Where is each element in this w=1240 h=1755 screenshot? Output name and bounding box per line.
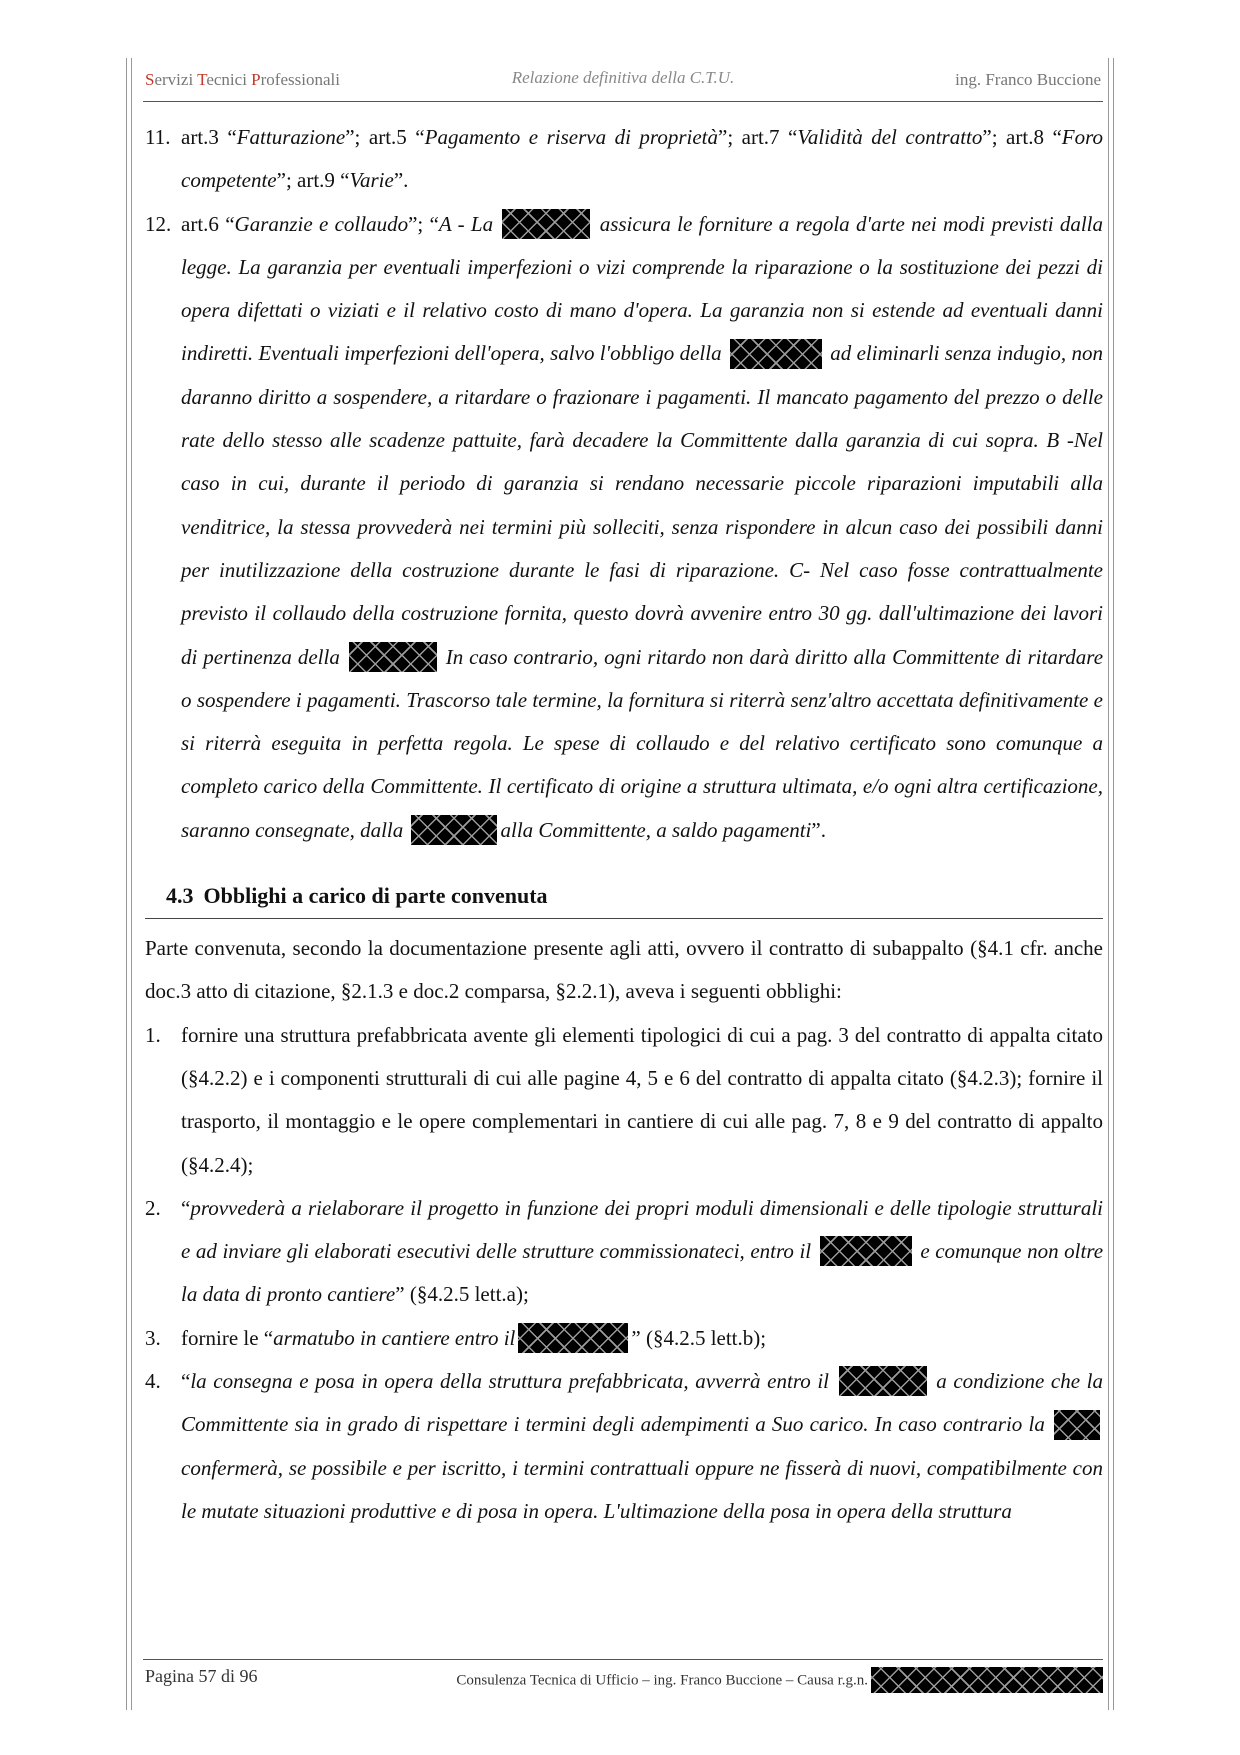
text: “	[181, 1369, 191, 1394]
page-number: Pagina 57 di 96	[145, 1666, 258, 1686]
text: ”; art.7 “	[718, 125, 798, 149]
list-item-11	[145, 116, 1103, 203]
italic-text: e comunque non oltre la data di pronto cantiere	[181, 1239, 1104, 1307]
text: ”; art.9 “	[276, 168, 350, 193]
italic-text: alla Committente, a saldo pagamenti	[500, 817, 812, 842]
italic-text: la consegna e posa in opera della struttura prefabbricata, avverrà entro il	[190, 1369, 829, 1394]
page-frame-right	[1108, 58, 1114, 1710]
italic-text: confermerà, se possibile e per iscritto, i termini contrattuali oppure ne fisserà di nuovi, compatibilmente con le mutate situazioni produttive e di posa in opera. L'ultimazione della posa in opera della struttura	[181, 1455, 1103, 1523]
list-number: 1.	[145, 1022, 161, 1047]
italic-text: In caso contrario, ogni ritardo non darà diritto alla Committente di ritardare o sospendere i pagamenti. Trascorso tale termine, la fornitura si riterrà senz'altro accettata definitivamente e si riterrà eseguita in perfetta regola. Le spese di collaudo e del relativo certificato sono comunque a completo carico della Committente. Il certificato di origine a struttura ultimata, e/o ogni altra certificazione, saranno consegnate, dalla	[181, 644, 1104, 842]
page-frame-left	[126, 58, 132, 1710]
header-word-rest: ervizi	[154, 70, 198, 89]
redaction-box	[730, 339, 822, 369]
header-initial: T	[197, 70, 207, 89]
redaction-box	[820, 1236, 912, 1266]
list-item-4	[145, 1360, 1103, 1533]
list-item-12	[145, 203, 1103, 852]
text: ” (§4.2.5 lett.a);	[395, 1282, 529, 1307]
italic-text: Varie	[349, 168, 394, 193]
page-footer	[145, 1664, 1103, 1690]
header-word-rest: ecnici	[206, 70, 252, 89]
italic-text: assicura le forniture a regola d'arte nei modi previsti dalla legge. La garanzia per eventuali imperfezioni o vizi comprende la riparazione o la sostituzione dei pezzi di opera difettati o viziati e il relativo costo di mano d'opera. La garanzia non si estende ad eventuali danni indiretti. Eventuali imperfezioni dell'opera, salvo l'obbligo della	[181, 211, 1103, 366]
text: art.6 “	[181, 211, 235, 236]
italic-text: Pagamento e riserva di proprietà	[424, 125, 718, 149]
footer-right-text: Consulenza Tecnica di Ufficio – ing. Franco Buccione – Causa r.g.n.	[456, 1672, 868, 1689]
header-rule	[143, 101, 1103, 102]
footer-rule	[143, 1659, 1103, 1660]
list-number: 4.	[145, 1369, 161, 1394]
text: “	[181, 1195, 191, 1220]
italic-text: Fatturazione	[236, 125, 346, 149]
italic-text: Garanzie e collaudo	[234, 211, 409, 236]
list-number: 11.	[145, 125, 171, 149]
document-body	[145, 116, 1103, 1533]
italic-text: ad eliminarli senza indugio, non daranno diritto a sospendere, a ritardare o frazionare i pagamenti. Il mancato pagamento del prezzo o delle rate dello stesso alle scadenze pattuite, farà decadere la Committente dalla garanzia di cui sopra. B -Nel caso in cui, durante il periodo di garanzia si rendano necessarie piccole riparazioni imputabili alla venditrice, la stessa provvederà nei termini più solleciti, senza rispondere in alcun caso dei possibili danni per inutilizzazione della costruzione durante le fasi di riparazione. C- Nel caso fosse contrattualmente previsto il collaudo della costruzione fornita, questo dovrà avvenire entro 30 gg. dall'ultimazione dei lavori di pertinenza della	[181, 341, 1103, 669]
redaction-box	[839, 1366, 927, 1396]
text: ”; art.8 “	[982, 125, 1062, 149]
text: ”; “	[408, 211, 439, 236]
text: ”; art.5 “	[345, 125, 425, 149]
header-initial: P	[251, 70, 261, 89]
list-item-3	[145, 1317, 1103, 1360]
text: ”.	[393, 168, 409, 193]
redaction-box	[871, 1667, 1103, 1693]
redaction-box	[518, 1323, 628, 1353]
list-number: 2.	[145, 1195, 161, 1220]
text: art.3 “	[181, 125, 237, 149]
redaction-box	[411, 815, 497, 845]
text: fornire le “	[181, 1325, 274, 1350]
text: fornire una struttura prefabbricata avente gli elementi tipologici di cui a pag. 3 del contratto di appalta citato (§4.2.2) e i componenti strutturali di cui alle pagine 4, 5 e 6 del contratto di appalta citato (§4.2.3); fornire il trasporto, il montaggio e le opere complementari in cantiere di cui alle pag. 7, 8 e 9 del contratto di appalto (§4.2.4);	[181, 1022, 1103, 1177]
text: ” (§4.2.5 lett.b);	[631, 1325, 767, 1350]
italic-text: provvederà a rielaborare il progetto in funzione dei propri moduli dimensionali e delle tipologie strutturali e ad inviare gli elaborati esecutivi delle strutture commissionateci, entro il	[181, 1195, 1103, 1264]
redaction-box	[1054, 1410, 1100, 1440]
section-number: 4.3	[166, 883, 194, 909]
header-right: ing. Franco Buccione	[955, 70, 1101, 89]
redaction-box	[349, 642, 437, 672]
italic-text: Foro competente	[181, 125, 1104, 193]
footer-right	[456, 1668, 1103, 1694]
italic-text: Validità del contratto	[797, 125, 983, 149]
section-heading	[145, 876, 1103, 919]
redaction-box	[502, 209, 590, 239]
section-title: Obblighi a carico di parte convenuta	[203, 883, 548, 909]
italic-text: armatubo in cantiere entro il	[273, 1325, 516, 1350]
header-center: Relazione definitiva della C.T.U.	[511, 68, 735, 87]
header-word-rest: rofessionali	[260, 70, 340, 89]
list-number: 12.	[145, 211, 172, 236]
page-header	[145, 70, 1101, 96]
list-number: 3.	[145, 1325, 161, 1350]
list-item-1	[145, 1014, 1103, 1187]
header-initial: S	[145, 70, 155, 89]
intro-paragraph: Parte convenuta, secondo la documentazione presente agli atti, ovvero il contratto di subappalto (§4.1 cfr. anche doc.3 atto di citazione, §2.1.3 e doc.2 comparsa, §2.2.1), aveva i seguenti obblighi:	[145, 936, 1103, 1004]
text: ”.	[811, 817, 826, 842]
list-item-2	[145, 1187, 1103, 1317]
italic-text: A - La	[438, 211, 494, 236]
italic-text: a condizione che la Committente sia in grado di rispettare i termini degli adempimenti a Suo carico. In caso contrario la	[181, 1369, 1104, 1437]
